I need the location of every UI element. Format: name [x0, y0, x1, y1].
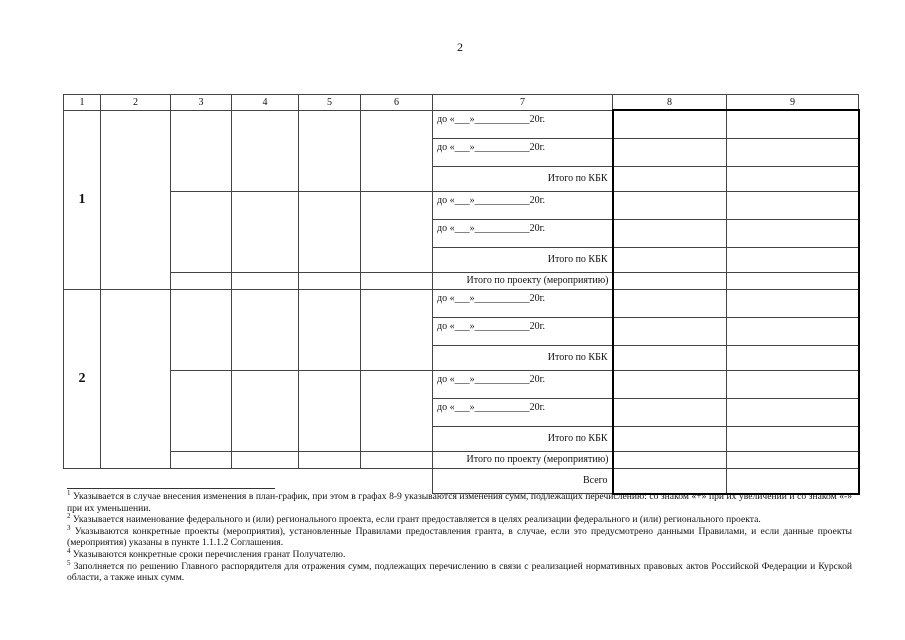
- kbk-total-label: Итого по КБК: [433, 247, 613, 272]
- input-cell-col8[interactable]: [613, 370, 727, 398]
- input-cell-col4[interactable]: [232, 451, 299, 468]
- input-cell-col9[interactable]: [727, 289, 859, 317]
- grand-total-label: Всего: [433, 468, 613, 494]
- input-cell-col2[interactable]: [101, 110, 171, 289]
- input-cell-col5[interactable]: [299, 370, 361, 451]
- input-cell-col4[interactable]: [232, 289, 299, 370]
- footnote-divider: [67, 488, 275, 489]
- input-cell-col9[interactable]: [727, 370, 859, 398]
- column-header: 1: [64, 95, 101, 111]
- input-cell-col8[interactable]: [613, 345, 727, 370]
- input-cell-col8[interactable]: [613, 166, 727, 191]
- until-date-cell: до «___»___________20г.: [433, 289, 613, 317]
- input-cell-col9[interactable]: [727, 247, 859, 272]
- input-cell-col8[interactable]: [613, 451, 727, 468]
- input-cell-col9[interactable]: [727, 272, 859, 289]
- table-row: [64, 370, 859, 398]
- input-cell-col9[interactable]: [727, 166, 859, 191]
- input-cell-col9[interactable]: [727, 317, 859, 345]
- page-number: 2: [457, 40, 463, 54]
- input-cell-col5[interactable]: [299, 191, 361, 272]
- footnotes: [67, 488, 852, 584]
- until-date-cell: до «___»___________20г.: [433, 398, 613, 426]
- input-cell-col5[interactable]: [299, 110, 361, 191]
- input-cell-col3[interactable]: [171, 451, 232, 468]
- input-cell-col4[interactable]: [232, 191, 299, 272]
- input-cell-col6[interactable]: [361, 191, 433, 272]
- column-header: 9: [727, 95, 859, 111]
- input-cell-col5[interactable]: [299, 272, 361, 289]
- input-cell-col4[interactable]: [232, 272, 299, 289]
- column-header: 7: [433, 95, 613, 111]
- column-header: 5: [299, 95, 361, 111]
- input-cell-col8[interactable]: [613, 191, 727, 219]
- input-cell-col9[interactable]: [727, 468, 859, 494]
- input-cell-col9[interactable]: [727, 138, 859, 166]
- input-cell-col9[interactable]: [727, 426, 859, 451]
- header-row: [64, 95, 859, 111]
- footnote: [67, 488, 852, 514]
- table-row: [64, 110, 859, 138]
- footnote-text: Указывается наименование федерального и (или) регионального проекта, если грант предоставляется в целях реализации федерального и (или) регионального проекта.: [72, 514, 761, 526]
- project-total-label: Итого по проекту (мероприятию): [433, 451, 613, 468]
- table-row: [64, 191, 859, 219]
- input-cell-col8[interactable]: [613, 317, 727, 345]
- input-cell-col8[interactable]: [613, 247, 727, 272]
- footnote-number: 5: [67, 558, 71, 567]
- project-total-label: Итого по проекту (мероприятию): [433, 272, 613, 289]
- footnote-number: 1: [67, 488, 71, 497]
- footnote-text: Указываются конкретные проекты (мероприятия), установленные Правилами предоставления гранта, в случае, если это предусмотрено данными Правилами, и если данные проекты (мероприятия) указаны в пункте 1.1.1.2 Соглашения.: [67, 525, 852, 549]
- until-date-cell: до «___»___________20г.: [433, 317, 613, 345]
- input-cell-col3[interactable]: [171, 289, 232, 370]
- input-cell-col9[interactable]: [727, 451, 859, 468]
- footnote-text: Указываются конкретные сроки перечисления гранат Получателю.: [72, 548, 346, 560]
- until-date-cell: до «___»___________20г.: [433, 110, 613, 138]
- footnote: [67, 546, 852, 561]
- column-header: 3: [171, 95, 232, 111]
- input-cell-col9[interactable]: [727, 219, 859, 247]
- group-label: 2: [64, 289, 101, 468]
- input-cell-col9[interactable]: [727, 110, 859, 138]
- table-row: [64, 272, 859, 289]
- footnote-number: 4: [67, 546, 71, 555]
- payment-schedule-table: [63, 94, 860, 495]
- kbk-total-label: Итого по КБК: [433, 426, 613, 451]
- input-cell-col8[interactable]: [613, 138, 727, 166]
- until-date-cell: до «___»___________20г.: [433, 191, 613, 219]
- footnote-text: Указывается в случае внесения изменения в план-график, при этом в графах 8-9 указываются изменения сумм, подлежащих перечислению: со знаком «+» при их увеличении и со знаком «-» при их уменьшении.: [67, 491, 852, 514]
- input-cell-col8[interactable]: [613, 110, 727, 138]
- footnote: [67, 514, 852, 526]
- kbk-total-label: Итого по КБК: [433, 345, 613, 370]
- footnote-number: 2: [67, 512, 71, 520]
- input-cell-col8[interactable]: [613, 272, 727, 289]
- input-cell-col4[interactable]: [232, 370, 299, 451]
- input-cell-col3[interactable]: [171, 191, 232, 272]
- column-header: 8: [613, 95, 727, 111]
- input-cell-col6[interactable]: [361, 110, 433, 191]
- kbk-total-label: Итого по КБК: [433, 166, 613, 191]
- until-date-cell: до «___»___________20г.: [433, 219, 613, 247]
- column-header: 6: [361, 95, 433, 111]
- column-header: 2: [101, 95, 171, 111]
- input-cell-col2[interactable]: [101, 289, 171, 468]
- grand-total-row: [64, 468, 859, 494]
- footnote-text: Заполняется по решению Главного распорядителя для отражения сумм, подлежащих перечислению в связи с реализацией нормативных правовых актов Российской Федерации и Курской области, а также иных сумм.: [67, 560, 852, 584]
- input-cell-col9[interactable]: [727, 398, 859, 426]
- table-row: [64, 289, 859, 317]
- input-cell-col3[interactable]: [171, 272, 232, 289]
- footnote: [67, 558, 852, 584]
- footnote: [67, 523, 852, 549]
- input-cell-col5[interactable]: [299, 289, 361, 370]
- input-cell-col6[interactable]: [361, 451, 433, 468]
- input-cell-col3[interactable]: [171, 370, 232, 451]
- input-cell-col8[interactable]: [613, 426, 727, 451]
- input-cell-col9[interactable]: [727, 191, 859, 219]
- footnote-number: 3: [67, 523, 71, 532]
- input-cell-col8[interactable]: [613, 219, 727, 247]
- input-cell-col6[interactable]: [361, 289, 433, 370]
- input-cell-col8[interactable]: [613, 289, 727, 317]
- until-date-cell: до «___»___________20г.: [433, 370, 613, 398]
- until-date-cell: до «___»___________20г.: [433, 138, 613, 166]
- input-cell-col6[interactable]: [361, 272, 433, 289]
- column-header: 4: [232, 95, 299, 111]
- input-cell-col5[interactable]: [299, 451, 361, 468]
- group-label: 1: [64, 110, 101, 289]
- input-cell-col6[interactable]: [361, 370, 433, 451]
- input-cell-col8[interactable]: [613, 398, 727, 426]
- input-cell-col9[interactable]: [727, 345, 859, 370]
- table-row: [64, 451, 859, 468]
- input-cell-col4[interactable]: [232, 110, 299, 191]
- input-cell-col8[interactable]: [613, 468, 727, 494]
- input-cell-col3[interactable]: [171, 110, 232, 191]
